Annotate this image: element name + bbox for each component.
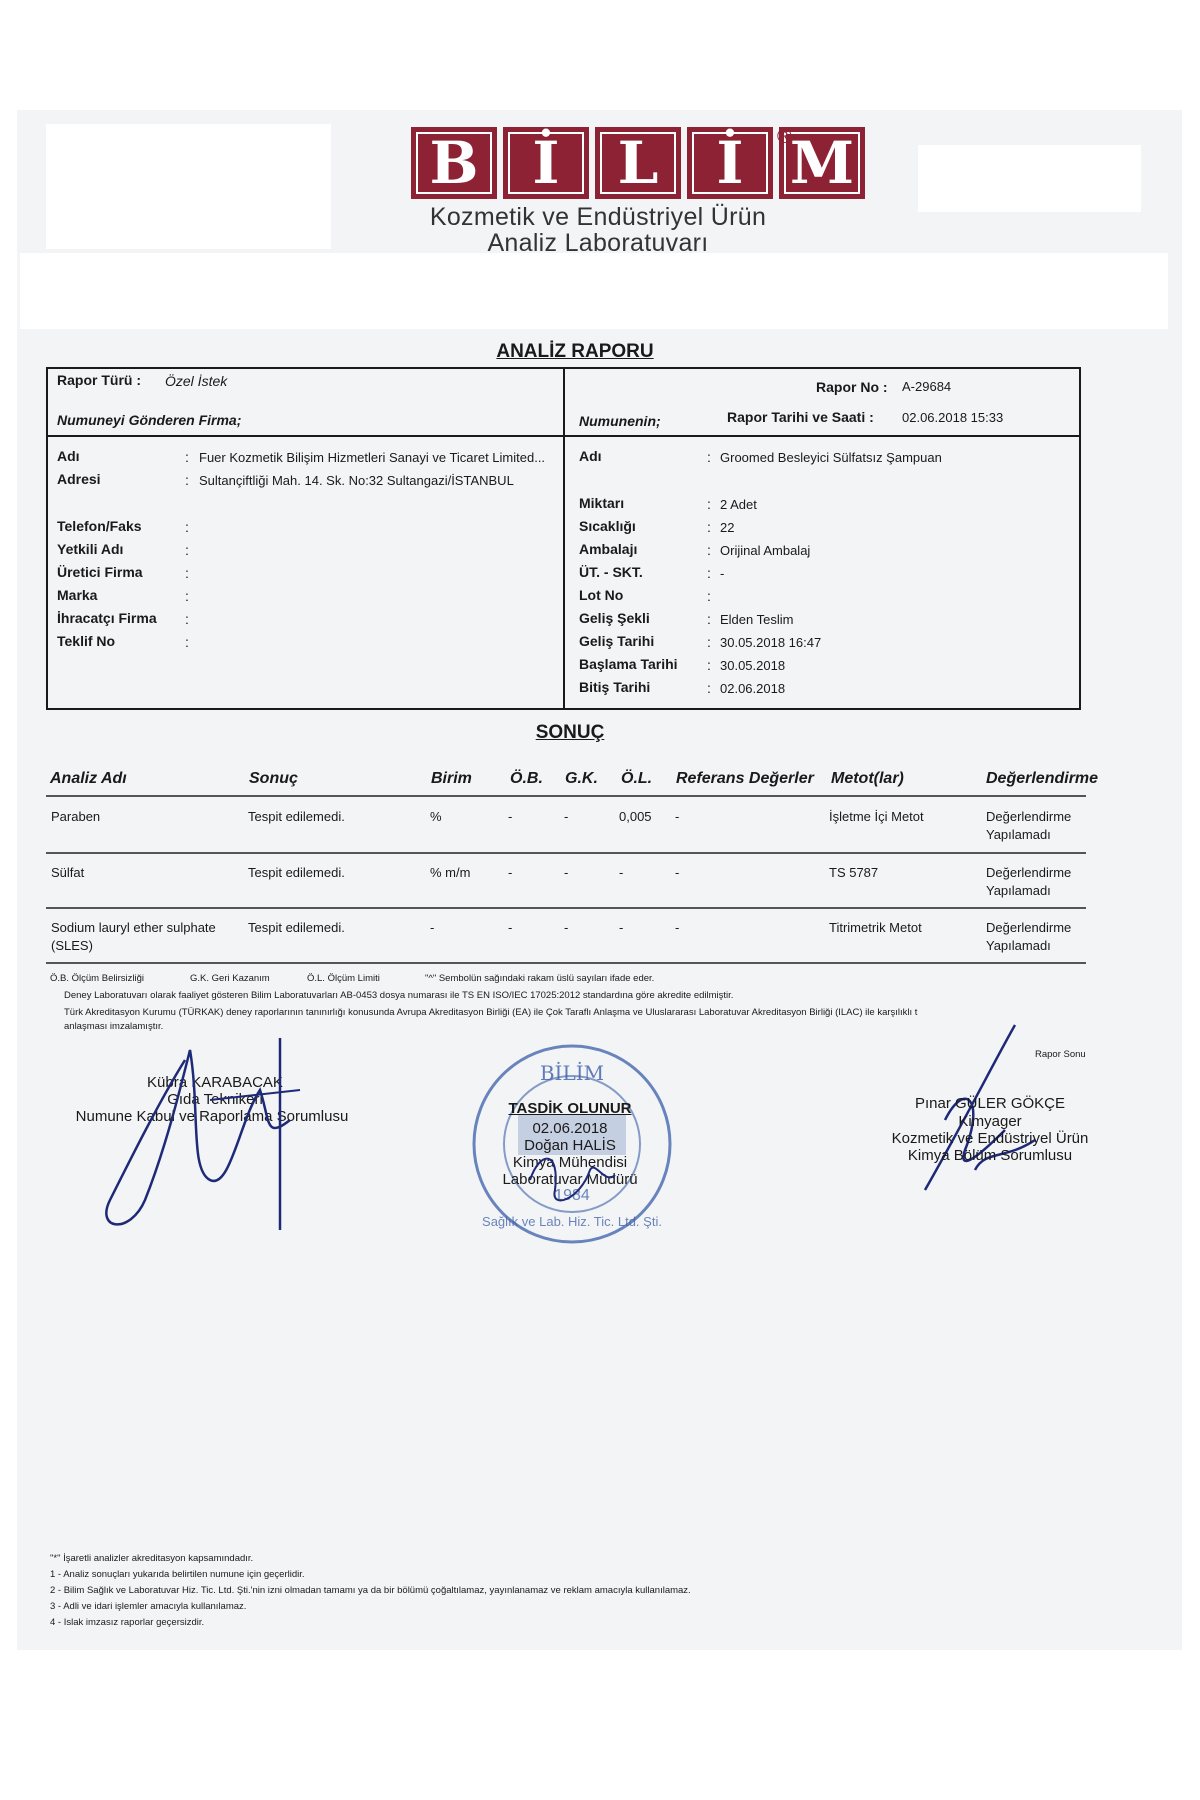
cell-ob: - [508,920,513,935]
cell-analysis: Paraben [51,809,101,824]
signer-name: Doğan HALİS [524,1137,616,1154]
cell-analysis: (SLES) [51,938,93,953]
col-header: Sonuç [249,770,298,787]
legend-turkak: Türk Akreditasyon Kurumu (TÜRKAK) deney raporlarının tanınırlığı konusunda Avrupa Akreditasyon Birliği (EA) ile Çok Taraflı Anlaşma ve Uluslararası Laboratuvar Akreditasyon Birliği (ILAC) ile karşılıklı t [64,1007,918,1018]
signer-name: Kübra KARABACAK [147,1074,283,1091]
field-label: Ambalajı [579,541,638,557]
signer-title: Kimya Mühendisi [512,1154,628,1171]
redacted-area-right [918,145,1141,212]
field-value: Groomed Besleyici Sülfatsız Şampuan [720,450,942,465]
cell-gk: - [564,809,569,824]
field-value: Orijinal Ambalaj [720,543,811,558]
report-date-label: Rapor Tarihi ve Saati : [727,409,874,425]
logo-letter: İ [692,132,768,194]
note-line: 2 - Bilim Sağlık ve Laboratuvar Hiz. Tic. Ltd. Şti.'nin izni olmadan tamamı ya da bir bölümü çoğaltılamaz, yayınlanamaz ve reklam amacıyla kullanılamaz. [50,1585,691,1596]
cell-ref: - [675,809,680,824]
field-value: 02.06.2018 [720,681,786,696]
cell-method: TS 5787 [829,865,879,880]
signer-role: Numune Kabul ve Raporlama Sorumlusu [75,1108,349,1125]
lab-logo [411,127,865,199]
report-no-value: A-29684 [902,379,952,394]
field-colon: : [185,542,189,558]
col-header: G.K. [565,770,598,787]
cell-eval: Değerlendirme [986,865,1072,880]
col-header: Analiz Adı [50,770,127,787]
signer-title: Gıda Teknikeri [167,1091,263,1108]
cell-ob: - [508,865,513,880]
field-label: Adresi [57,471,101,487]
signer-title: Kimyager [958,1113,1022,1130]
handwritten-signature-center [520,1140,620,1210]
field-label: Üretici Firma [57,564,143,580]
field-label: ÜT. - SKT. [579,564,643,580]
cell-result: Tespit edilemedi. [248,809,345,824]
note-line: 1 - Analiz sonuçları yukarıda belirtilen numune için geçerlidir. [50,1569,305,1580]
note-line: 4 - Islak imzasız raporlar geçersizdir. [50,1617,205,1628]
table-rule [46,852,1086,854]
cell-eval: Yapılamadı [986,883,1051,898]
col-header: Değerlendirme [986,770,1099,787]
logo-letter: İ [508,132,584,194]
field-value: - [720,566,725,581]
registered-mark: ® [777,126,792,148]
stamp-top-text: BİLİM [539,1061,605,1085]
field-colon: : [707,542,711,558]
cell-gk: - [564,865,569,880]
field-label: Geliş Tarihi [579,633,655,649]
cell-unit: - [430,920,435,935]
field-label: Başlama Tarihi [579,656,678,672]
logo-subtitle-line2: Analiz Laboratuvarı [487,229,709,257]
logo-letter: M [784,132,860,194]
cell-analysis: Sülfat [51,865,85,880]
redacted-area-left [46,124,331,249]
legend-turkak-cont: anlaşması imzalamıştır. [64,1021,164,1032]
handwritten-signature-left [90,1030,320,1240]
cell-eval: Değerlendirme [986,809,1072,824]
signer-role: Laboratuvar Müdürü [502,1171,638,1188]
field-colon: : [185,588,189,604]
field-value: Elden Teslim [720,612,794,627]
sender-heading: Numuneyi Gönderen Firma; [57,412,242,428]
cell-eval: Değerlendirme [986,920,1072,935]
field-label: Marka [57,587,98,603]
field-colon: : [707,565,711,581]
field-label: Lot No [579,587,624,603]
field-label: İhracatçı Firma [57,610,157,626]
col-header: Metot(lar) [831,770,904,787]
logo-letter-box [687,127,773,199]
field-colon: : [185,634,189,650]
field-colon: : [707,519,711,535]
cell-result: Tespit edilemedi. [248,865,345,880]
cell-unit: % [430,809,442,824]
field-colon: : [185,449,189,465]
col-header: Birim [431,770,472,787]
cell-ol: 0,005 [619,809,652,824]
cell-ref: - [675,865,680,880]
cell-analysis: Sodium lauryl ether sulphate [51,920,216,935]
legend-symbol: "^" Sembolün sağındaki rakam üslü sayıları ifade eder. [425,973,655,984]
field-value: 30.05.2018 16:47 [720,635,822,650]
legend-accreditation: Deney Laboratuvarı olarak faaliyet gösteren Bilim Laboratuvarları AB-0453 dosya numarası ile TS EN ISO/IEC 17025:2012 standardına göre akredite edilmiştir. [64,990,734,1001]
cell-method: İşletme İçi Metot [829,809,924,824]
legend-ol: Ö.L. Ölçüm Limiti [307,973,380,984]
field-label: Teklif No [57,633,116,649]
field-colon: : [707,588,711,604]
field-label: Sıcaklığı [579,518,636,534]
report-date-value: 02.06.2018 15:33 [902,410,1004,425]
signer-role-2: Kimya Bölüm Sorumlusu [907,1147,1073,1164]
signer-name: Pınar GÜLER GÖKÇE [914,1095,1066,1112]
field-value: Sultançiftliği Mah. 14. Sk. No:32 Sultangazi/İSTANBUL [199,473,514,488]
logo-letter-box [503,127,589,199]
field-label: Bitiş Tarihi [579,679,651,695]
logo-letter-box [411,127,497,199]
field-label: Yetkili Adı [57,541,124,557]
field-value: 22 [720,520,735,535]
table-rule [46,795,1086,797]
field-colon: : [707,634,711,650]
field-label: Adı [579,448,602,464]
col-header: Ö.B. [510,770,543,787]
field-colon: : [185,519,189,535]
cell-method: Titrimetrik Metot [829,920,922,935]
cell-result: Tespit edilemedi. [248,920,345,935]
cell-ol: - [619,920,624,935]
note-line: 3 - Adli ve idari işlemler amacıyla kullanılamaz. [50,1601,247,1612]
table-rule [46,907,1086,909]
col-header: Ö.L. [621,770,653,787]
legend-gk: G.K. Geri Kazanım [190,973,270,984]
field-value: 30.05.2018 [720,658,786,673]
field-value: Fuer Kozmetik Bilişim Hizmetleri Sanayi ve Ticaret Limited... [199,450,546,465]
logo-subtitle-line1: Kozmetik ve Endüstriyel Ürün [429,203,767,231]
field-colon: : [185,472,189,488]
legend-ob: Ö.B. Ölçüm Belirsizliği [50,973,144,984]
field-colon: : [707,680,711,696]
result-title: SONUÇ [535,722,605,743]
field-label: Miktarı [579,495,625,511]
stamp-ring-text: Sağlık ve Lab. Hiz. Tic. Ltd. Şti. [482,1214,662,1229]
table-rule [46,962,1086,964]
report-end: Rapor Sonu [1035,1049,1086,1060]
field-label: Adı [57,448,80,464]
cell-ol: - [619,865,624,880]
field-colon: : [185,565,189,581]
field-value: 2 Adet [720,497,757,512]
cell-ob: - [508,809,513,824]
sample-heading: Numunenin; [579,413,661,429]
cell-unit: % m/m [430,865,471,880]
note-line: "*" İşaretli analizler akreditasyon kapsamındadır. [50,1553,254,1564]
info-divider-vertical [563,367,565,710]
approval-date: 02.06.2018 [532,1120,608,1137]
field-colon: : [707,496,711,512]
report-title: ANALİZ RAPORU [496,341,654,362]
logo-letter-box [595,127,681,199]
stamp-year: 1984 [554,1187,590,1204]
field-label: Geliş Şekli [579,610,650,626]
logo-letter: L [600,132,676,194]
redacted-area-band [20,253,1168,329]
col-header: Referans Değerler [676,770,814,787]
cell-gk: - [564,920,569,935]
report-type-value: Özel İstek [165,373,228,389]
signer-role: Kozmetik ve Endüstriyel Ürün [891,1130,1089,1147]
logo-letter: B [416,132,492,194]
cell-ref: - [675,920,680,935]
approval-heading: TASDİK OLUNUR [508,1100,632,1117]
field-colon: : [185,611,189,627]
field-colon: : [707,449,711,465]
field-colon: : [707,657,711,673]
field-colon: : [707,611,711,627]
cell-eval: Yapılamadı [986,938,1051,953]
field-label: Telefon/Faks [57,518,142,534]
report-type-label: Rapor Türü : [57,372,141,388]
report-no-label: Rapor No : [816,379,888,395]
cell-eval: Yapılamadı [986,827,1051,842]
